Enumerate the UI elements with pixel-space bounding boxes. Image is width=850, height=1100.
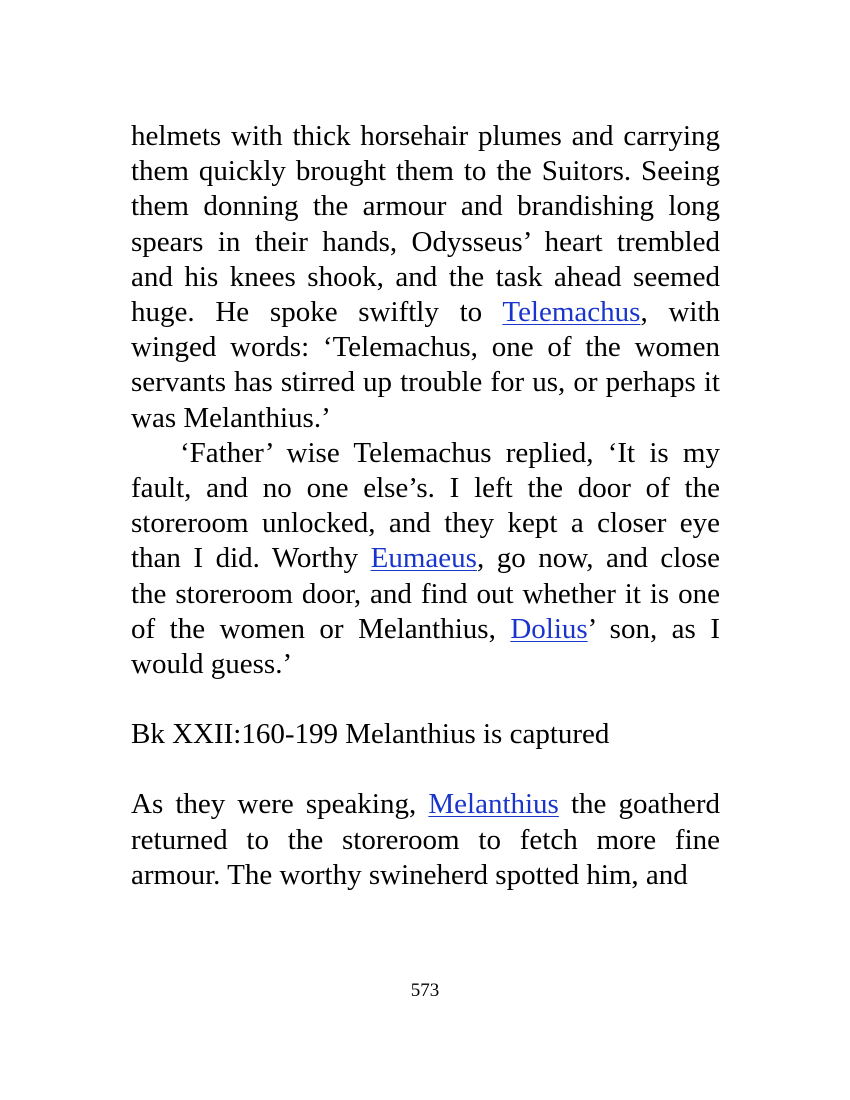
section-heading: Bk XXII:160-199 Melanthius is captured bbox=[131, 718, 610, 751]
page-body bbox=[131, 119, 720, 893]
paragraph-1-text-a: helmets with thick horsehair plumes and carrying them quickly brought them to the Suitors. Seeing them donning the armour and brandishing long spears in their hands, Odysseus’ heart trembled and his knees shook, and the task ahead seemed huge. He spoke swiftly to bbox=[131, 120, 720, 329]
page-number: 573 bbox=[410, 980, 440, 1001]
paragraph-1-text-b: , with winged words: ‘Telemachus, one of the women servants has stirred up trouble for us, or perhaps it was Melanthius.’ bbox=[131, 296, 720, 434]
paragraph-3-text-b: the goatherd returned to the storeroom to fetch more fine armour. The worthy swineherd spotted him, and bbox=[131, 788, 721, 891]
link-melanthius[interactable]: Melanthius bbox=[428, 788, 559, 821]
paragraph-1 bbox=[131, 119, 720, 436]
link-eumaeus[interactable]: Eumaeus bbox=[370, 542, 477, 575]
paragraph-3 bbox=[131, 787, 720, 893]
paragraph-2 bbox=[131, 436, 720, 682]
paragraph-2-text-c: ’ son, as I would guess.’ bbox=[131, 612, 720, 681]
paragraph-2-text-a: ‘Father’ wise Telemachus replied, ‘It is my fault, and no one else’s. I left the door of the storeroom unlocked, and they kept a closer eye than I did. Worthy bbox=[131, 436, 720, 575]
paragraph-2-text-b: , go now, and close the storeroom door, and find out whether it is one of the women or Melanthius, bbox=[131, 542, 720, 645]
link-telemachus[interactable]: Telemachus bbox=[502, 296, 641, 329]
link-dolius[interactable]: Dolius bbox=[510, 612, 588, 645]
paragraph-3-text-a: As they were speaking, bbox=[131, 788, 429, 821]
